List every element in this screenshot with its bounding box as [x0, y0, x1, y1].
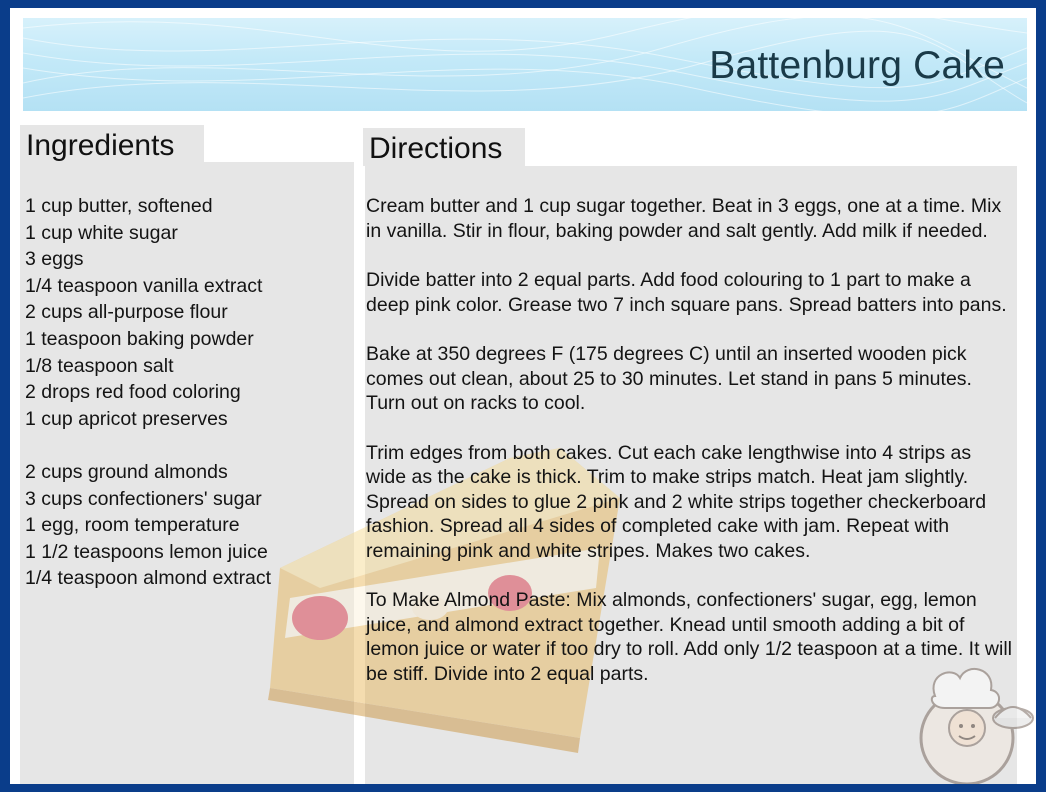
direction-step: Bake at 350 degrees F (175 degrees C) until an inserted wooden pick comes out clean, about 25 to 30 minutes. Let stand in pans 5 minutes. Turn out on racks to cool. — [366, 343, 972, 414]
list-item: 1 egg, room temperature — [25, 514, 240, 537]
direction-step: Divide batter into 2 equal parts. Add food colouring to 1 part to make a deep pink color. Grease two 7 inch square pans. Spread batters into pans. — [366, 269, 1007, 316]
list-item: 1 cup white sugar — [25, 221, 178, 244]
list-item: 2 drops red food coloring — [25, 381, 241, 404]
list-item: 3 eggs — [25, 248, 84, 271]
direction-step: To Make Almond Paste: Mix almonds, confectioners' sugar, egg, lemon juice, and almond extract together. Knead until smooth adding a bit of lemon juice or water if too dry to roll. Add only 1/2 teaspoon at a time. It will be stiff. Divide into 2 equal parts. — [366, 589, 1012, 685]
list-item: 1 cup butter, softened — [25, 195, 213, 217]
directions-tab — [363, 128, 525, 166]
list-item: 2 cups all-purpose flour — [25, 301, 228, 324]
list-item: 1/4 teaspoon almond extract — [25, 567, 272, 590]
list-item: 1/4 teaspoon vanilla extract — [25, 274, 263, 297]
list-item: 1 teaspoon baking powder — [25, 327, 254, 350]
ingredients-tab — [20, 125, 204, 162]
list-item: 2 cups ground almonds — [25, 460, 228, 483]
directions-text — [366, 194, 1014, 711]
header-banner — [23, 18, 1027, 111]
directions-heading: Directions — [369, 132, 503, 165]
ingredients-heading: Ingredients — [26, 129, 175, 162]
direction-step: Trim edges from both cakes. Cut each cake lengthwise into 4 strips as wide as the cake is thick. Trim to make strips match. Heat jam slightly. Spread on sides to glue 2 pink and 2 white strips together checkerboard fashion. Spread all 4 sides of completed cake with jam. Repeat with remaining pink and white stripes. Makes two cakes. — [366, 441, 987, 562]
recipe-card — [10, 8, 1036, 784]
list-item: 1 cup apricot preserves — [25, 407, 228, 430]
list-item: 1/8 teaspoon salt — [25, 354, 174, 377]
list-item: 3 cups confectioners' sugar — [25, 487, 262, 510]
ingredients-list — [25, 193, 271, 592]
list-item: 1 1/2 teaspoons lemon juice — [25, 540, 268, 563]
direction-step: Cream butter and 1 cup sugar together. Beat in 3 eggs, one at a time. Mix in vanilla. Stir in flour, baking powder and salt gently. Add milk if needed. — [366, 195, 1002, 242]
page-title: Battenburg Cake — [709, 44, 1005, 87]
list-spacer — [25, 432, 271, 459]
